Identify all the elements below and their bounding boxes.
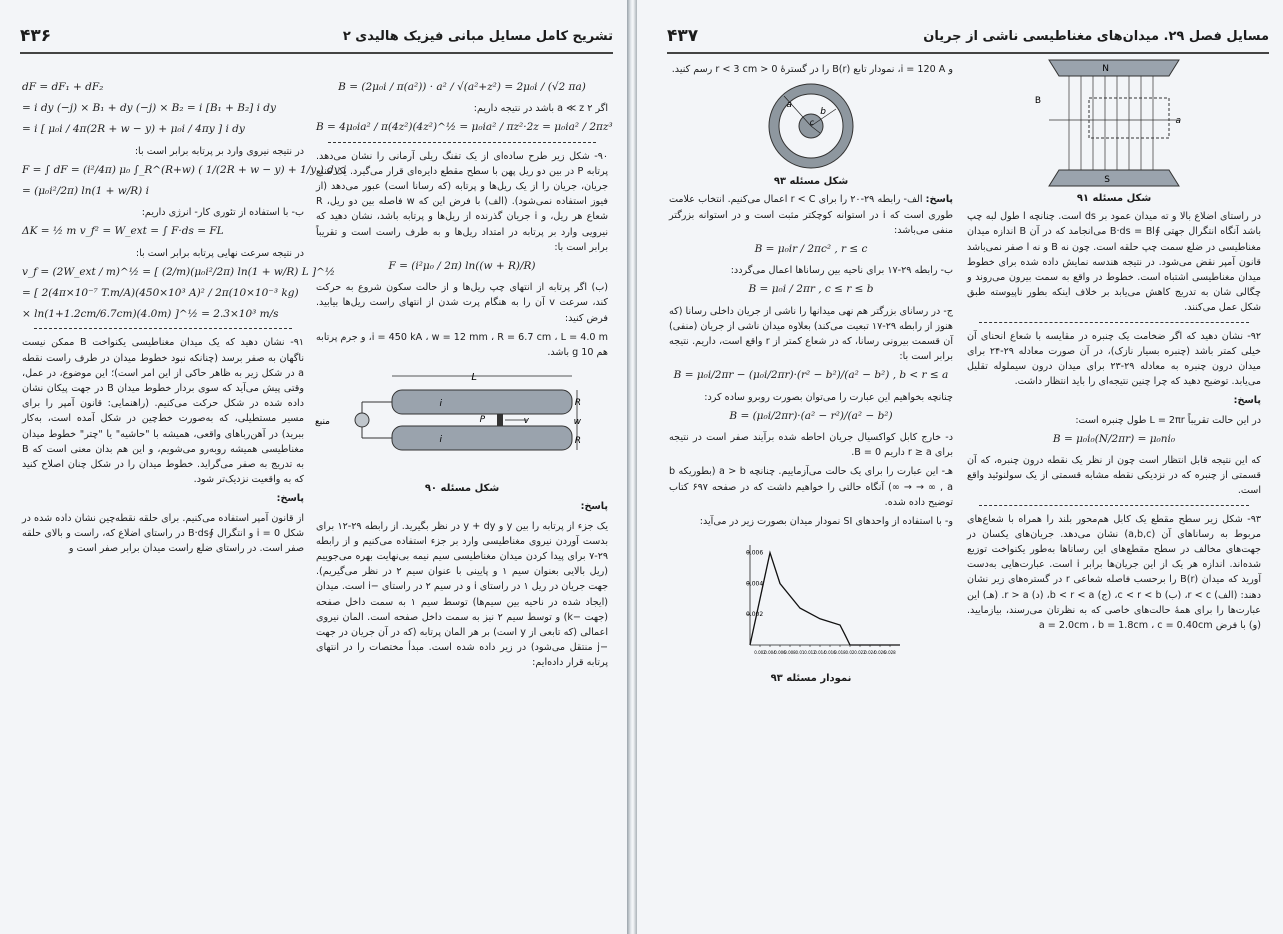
equation: × ln(1+1.2cm/6.7cm)(4.0m) ]^½ = 2.3×10³ m/s (22, 308, 279, 321)
figure-caption: شکل مسئله ۹۱ (1076, 193, 1152, 204)
paragraph: ب- با استفاده از تئوری کار- انرژی داریم: (141, 207, 304, 219)
paragraph: د- خارج کابل کواکسیال جریان احاطه شده برآیند صفر است در نتیجه برای r ≥ a داریم B = 0. (669, 432, 953, 459)
equation: = i dy (−j) × B₁ + dy (−j) × B₂ = i [B₁ + B₂] i dy (22, 102, 276, 115)
page-number: ۴۳۷ (667, 26, 699, 46)
north-pole (1049, 60, 1179, 76)
divider (328, 142, 596, 143)
fig-label-S: S (1104, 175, 1110, 185)
magnet-figure (1029, 58, 1199, 188)
paragraph: و i = 120 A، نمودار تابع B(r) را در گسترهٔ 0 < r < 3 cm رسم کنید. (671, 64, 953, 75)
divider (979, 505, 1249, 506)
railgun-figure (314, 368, 602, 478)
figure-caption: شکل مسئله ۹۰ (424, 483, 500, 495)
equation: B = 4μ₀ia² / π(4z²)(4z²)^½ = μ₀ia² / πz²·2z = μ₀ia² / 2πz³ (316, 121, 613, 134)
rail-top (392, 390, 572, 414)
left-page (0, 0, 627, 934)
equation: B = μ₀ir / 2πc² , r ≤ c (754, 243, 868, 256)
x-tick-label: 0.002 (754, 650, 766, 656)
answer-text: یک جزء از پرتابه را بین y و y + dy در نظر بگیرید. از رابطه ۲۹-۱۲ برای بدست آوردن نیروی مغناطیسی وارد بر جزء استفاده می‌کنیم و از رابطه ۲۹-۷ برای پیدا کردن میدان مغناطیسی سیم نیمه بی‌نهایت بهره می‌جوییم (ریل بالایی بعنوان سیم ۱ و پایینی با عنوان سیم ۲ در نظر می‌گیریم). جهت جریان در ریل ۱ در راستای i و در سیم ۲ در راستای −i است. میدان (ایجاد شده در ناحیه بین سیم‌ها) توسط سیم ۱ به سمت داخل صفحه (جهت −k) و توسط سیم ۲ نیز به سمت داخل صفحه است. المان نیروی اعمالی (که تابعی از y است) بر هر المان پرتابه (که در آن جریان در جهت −j منتقل می‌شود) در زیر داده شده است. مبدأ مختصات را در انتهای پرتابه قرار داده‌ایم: (316, 520, 609, 669)
running-title: تشریح کامل مسایل مبانی فیزیک هالیدی ۲ (342, 29, 613, 44)
fig-label-i: i (439, 399, 442, 410)
equation: = [ 2(4π×10⁻⁷ T.m/A)(450×10³ A)² / 2π(10×10⁻³ kg) (22, 287, 299, 300)
right-page (637, 0, 1283, 934)
paragraph: در نتیجه نیروی وارد بر پرتابه برابر است با: (134, 145, 304, 157)
fig-label-v: v (523, 416, 529, 427)
equation: = (μ₀i²/2π) ln(1 + w/R) i (22, 185, 149, 198)
problem-90-text: ۹۰- شکل زیر طرح ساده‌ای از یک تفنگ ریلی آرمانی را نشان می‌دهد. پرتابه P در بین دو ریل پهن با سطح مقطع دایره‌ای قرار می‌گیرد. یک منبع جریان، جریان را از یک ریل‌ها و پرتابه (که رسانا است) عبور می‌دهد (از فیوز استفاده نمی‌شود). (الف) با فرض این که w فاصله بین دو ریل، R شعاع هر ریل، و i جریان گذرنده از ریل‌ها و پرتابه باشد، نشان دهید که نیرویی وارد بر پرتابه در امتداد ریل‌ها و به طرف راست است و تقریباً برابر است با: (316, 150, 609, 253)
fig-label-i2: i (439, 435, 442, 446)
answer-label: پاسخ: (925, 194, 954, 206)
problem-90-part-b: (ب) اگر پرتابه از انتهای چپ ریل‌ها و از حالت سکون شروع به حرکت کند، سرعت v آن را به هنگام پرت شدن از انتهای راست ریل‌ها بیابید. فرض کنید: (316, 282, 609, 324)
problem-92-text: ۹۲- نشان دهید که اگر ضخامت یک چنبره در مقایسه با شعاع انحنای آن خیلی کمتر باشد (چنبره بسیار نازک)، در آن صورت معادله ۲۹-۲۴ برای میدان درون چنبره به معادله ۲۹-۲۳ برای میدان درون سیملوله تقلیل می‌یابد. توضیح دهید که چرا چنین نتیجه‌ای را باید انتظار داشت. (967, 330, 1261, 388)
paragraph: ج- در رسانای بزرگتر هم نهی میدانها را ناشی از جریان داخلی رسانا (که هنوز از رابطه ۲۹-۱۷ تبعیت می‌کند) بعلاوه میدان ناشی از جریان (منفی) آن قسمت بیرونی رسانا، که در شعاع کمتر از r واقع است، داریم. نتیجه برابر است با: (669, 305, 953, 363)
right-page-right-column (967, 58, 1261, 637)
rail-bottom (392, 426, 572, 450)
answer-text: از قانون آمپر استفاده می‌کنیم. برای حلقه نقطه‌چین نشان داده شده در شکل i = 0 و انتگرال ∮B·ds در راستای اضلاع که، راست و بالای حلقه صفر است. در راستای ضلع راست میدان برابر صفر است و (22, 512, 304, 555)
field-graph (716, 533, 906, 668)
coax-figure (756, 81, 866, 171)
x-tick-label: 0.02 (845, 650, 855, 656)
paragraph (669, 192, 953, 238)
fig-label-c: c (809, 118, 814, 128)
x-tick-label: 0.022 (854, 650, 866, 656)
projectile (497, 414, 503, 426)
problem-90-givens: i = 450 kA ، w = 12 mm ، R = 6.7 cm ، L = 4.0 m، و جرم پرتابه هم 10 g باشد. (316, 331, 608, 359)
right-page-header (667, 26, 1269, 54)
x-tick-label: 0.028 (884, 650, 896, 656)
right-page-left-column (669, 62, 953, 689)
x-tick-label: 0.006 (774, 650, 786, 656)
fig-label-a: a (1175, 116, 1181, 126)
figure-caption: شکل مسئله ۹۳ (773, 176, 849, 188)
paragraph: و- با استفاده از واحدهای SI نمودار میدان بصورت زیر در می‌آید: (699, 516, 953, 528)
divider (34, 328, 292, 329)
current-source (355, 413, 369, 427)
equation: dF = dF₁ + dF₂ (22, 81, 104, 93)
paragraph: در راستای اضلاع بالا و ته میدان عمود بر ds است. چنانچه l طول لبه چپ باشد آنگاه انتگرال جهتی ∮B·ds = Bl می‌انجامد که در آن B اندازه میدان مغناطیسی در ضلع سمت چپ حلقه است. چون نه B و نه l صفر نمی‌باشد قانون آمپر نقض می‌شود. در نتیجه هندسه نمایش داده شده برای خطوط میدان مغناطیسی اشتباه است. خطوط در واقع به سمت بیرون می‌روند و چگالی شان به تدریج کاهش می‌یابد بر خلاف اینکه بطور ناپیوسته طبق شکل عمل می‌کنند. (967, 211, 1262, 314)
fig-label-N: N (1102, 64, 1109, 74)
left-page-right-column (314, 76, 613, 675)
y-tick-label: 0.006 (746, 549, 764, 557)
fig-label-a: a (786, 100, 792, 111)
answer-label: پاسخ: (1233, 395, 1261, 407)
running-title: مسایل فصل ۲۹. میدان‌های مغناطیسی ناشی از جریان (923, 29, 1269, 44)
x-tick-label: 0.026 (874, 650, 886, 656)
book-gutter (627, 0, 637, 934)
answer-label: پاسخ: (276, 493, 304, 505)
equation: B = μ₀i₀(N/2πr) = μ₀ni₀ (1052, 432, 1176, 445)
y-tick-label: 0.002 (746, 611, 764, 619)
fig-label-P: P (479, 415, 485, 426)
fig-label-b: b (820, 107, 826, 118)
south-pole (1049, 170, 1179, 186)
page-number: ۴۳۶ (20, 26, 52, 46)
paragraph: ب- رابطه ۲۹-۱۷ برای ناحیه بین رساناها اعمال می‌گردد: (730, 265, 953, 277)
fig-label-R2: R (574, 436, 581, 447)
x-tick-label: 0.012 (804, 650, 816, 656)
answer-part-a: الف- رابطه ۲۹-۲۰ را برای r < C اعمال می‌کنیم. انتخاب علامت طوری است که i در استوانه کوچکتر مثبت است و در استوانه بزرگتر منفی می‌باشد: (669, 194, 953, 236)
equation: v_f = (2W_ext / m)^½ = [ (2/m)(μ₀i²/2π) ln(1 + w/R) L ]^½ (22, 265, 336, 278)
paragraph: چنانچه بخواهیم این عبارت را می‌توان بصورت روبرو ساده کرد: (704, 391, 953, 403)
fig-label-L: L (471, 372, 477, 384)
fig-label-w: w (573, 417, 581, 428)
paragraph: اگر a ≪ z ۲ باشد در نتیجه داریم: (473, 103, 608, 115)
equation: F = ∫ dF = (i²/4π) μ₀ ∫_R^(R+w) ( 1/(2R + w − y) + 1/y ) dy i (22, 163, 347, 176)
y-tick-label: 0.004 (746, 580, 764, 588)
problem-91-text: ۹۱- نشان دهید که یک میدان مغناطیسی یکنواخت B ممکن نیست ناگهان به صفر برسد (چنانکه نبود خطوط میدان در طرف راست نقطه a در شکل زیر به ظاهر حاکی از این امر است)؛ این موضوع، در عمل، وقتی پیش می‌آید که سوی بردار خطوط میدان B در جهت پیکان نشان داده شده در شکل حرکت می‌کنیم. (راهنمایی: قانون آمپر را برای مسیر مستطیلی، که به‌صورت خط‌چین در شکل آمده است، به‌کار ببرید) در آهن‌رباهای واقعی، همیشه با "حاشیه" یا "چتر" خطوط میدان مغناطیسی همیشه روبه‌رو می‌شویم، و این هم بدان معنی است که B به تدریج به صفر می‌گراید. خطوط میدان را در شکل چنان اصلاح کنید که به واقعیت نزدیک‌تر شود. (22, 337, 305, 486)
x-tick-label: 0.018 (834, 650, 846, 656)
equation: B = μ₀i/2πr − (μ₀i/2πr)·(r² − b²)/(a² − b²) , b < r ≤ a (673, 369, 949, 382)
equation: ΔK = ½ m v_f² = W_ext = ∫ F·ds = FL (22, 225, 224, 238)
fig-label-B: B (1034, 96, 1041, 106)
paragraph: که این نتیجه قابل انتظار است چون از نظر یک نقطه درون چنبره، که آن قسمتی از چنبره که در نزدیکی نقطه مشابه قسمتی از یک سولنوئید واقع است. (967, 455, 1261, 497)
paragraph: در این حالت تقریباً L = 2πr طول چنبره است: (1075, 414, 1261, 426)
fig-label-R: R (574, 398, 581, 409)
field-curve (750, 553, 900, 645)
answer-label: پاسخ: (580, 501, 608, 513)
equation: = i [ μ₀i / 4π(2R + w − y) + μ₀i / 4πy ] i dy (22, 123, 245, 136)
problem-93-text: ۹۳- شکل زیر سطح مقطع یک کابل هم‌محور بلند را همراه با شعاع‌های مربوط به رساناهای آن (a,b,c) نشان می‌دهد. جریان‌های یکسان در جهت‌های مخالف در سطح مقطع‌های این رساناها به‌طور یکنواخت توزیع شده‌اند. اندازه هر یک از این جریان‌ها برابر i است. عبارت‌هایی به‌دست آورید که میدان B(r) را برحسب فاصله شعاعی r در گستره‌های زیر نشان دهند: (الف) r < c، (ب) c < r < b، (ج) b < r < a، (د) r > a. (هـ) این عبارت‌ها را برای همهٔ حالت‌های خاصی که به نظرتان می‌رسند، بیازمایید. (و) با فرض a = 2.0cm ، b = 1.8cm ، c = 0.40cm (967, 513, 1262, 632)
graph-caption: نمودار مسئله ۹۳ (770, 673, 852, 685)
x-tick-label: 0.016 (824, 650, 836, 656)
equation: B = (μ₀i/2πr)·(a² − r²)/(a² − b²) (729, 409, 893, 422)
x-tick-label: 0.01 (795, 650, 805, 656)
paragraph: هـ- این عبارت را برای یک حالت می‌آزماییم. چنانچه a > b (بطوریکه b → ∞ , a → ∞) آنگاه حالتی را خواهیم داشت که در صفحه ۶۹۷ کتاب توضیح داده شده. (669, 466, 954, 508)
fig-label-source: منبع (314, 417, 330, 428)
x-tick-label: 0.004 (764, 650, 776, 656)
divider (979, 322, 1249, 323)
x-tick-label: 0.024 (864, 650, 876, 656)
equation: B = (2μ₀i / π(a²)) · a² / √(a²+z²) = 2μ₀i / (√2 πa) (338, 81, 586, 93)
equation: B = μ₀i / 2πr , c ≤ r ≤ b (748, 283, 874, 296)
equation: F = (i²μ₀ / 2π) ln((w + R)/R) (388, 260, 536, 273)
x-tick-label: 0.014 (814, 650, 826, 656)
left-page-header (20, 26, 613, 54)
x-tick-label: 0.008 (784, 650, 796, 656)
paragraph: در نتیجه سرعت نهایی پرتابه برابر است با: (135, 247, 304, 259)
